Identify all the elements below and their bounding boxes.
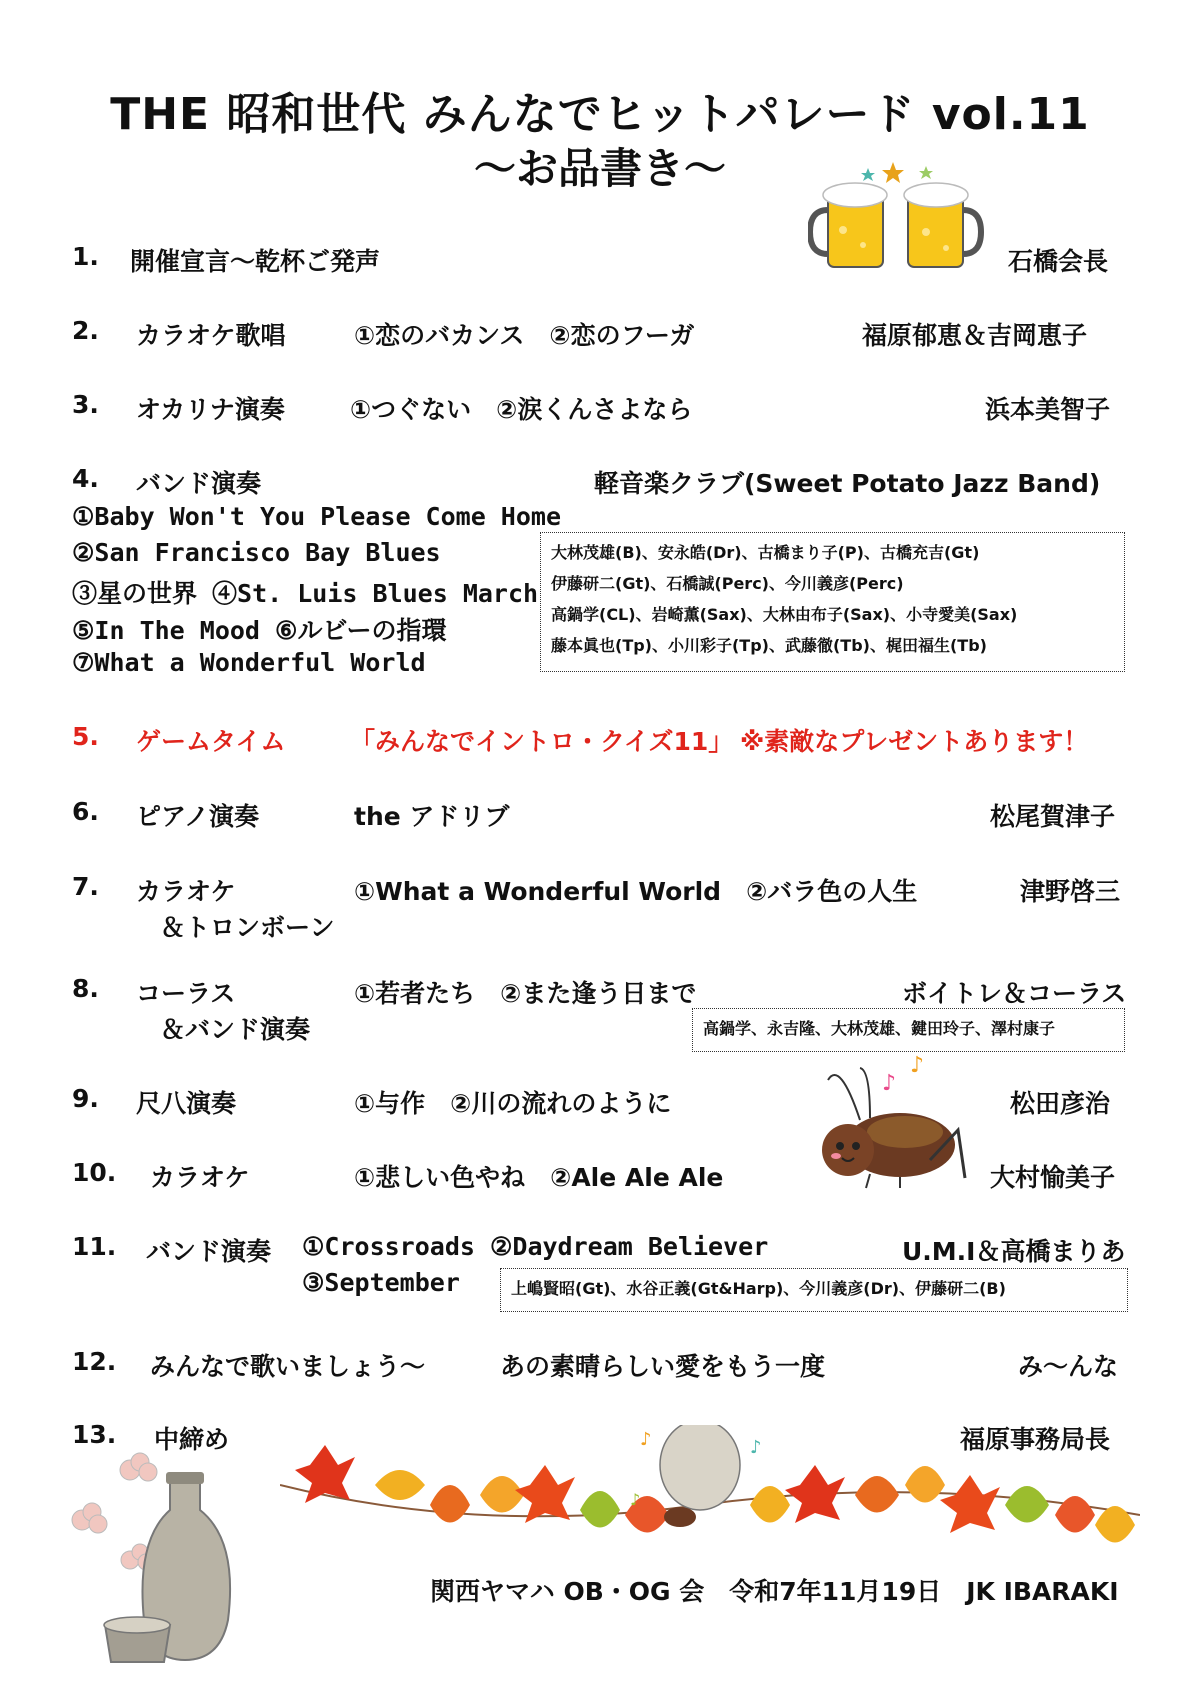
item-songs: ①与作 ②川の流れのように bbox=[354, 1089, 672, 1118]
item-performer: U.M.I＆高橋まりあ bbox=[902, 1237, 1126, 1266]
item-performer: 福原事務局長 bbox=[960, 1425, 1111, 1454]
beer-toast-icon bbox=[808, 160, 988, 280]
item-note: ※素敵なプレゼントあります！ bbox=[740, 727, 1089, 756]
members-box bbox=[540, 532, 1125, 672]
item-performer: 津野啓三 bbox=[1020, 877, 1121, 906]
item-name: カラオケ歌唱 bbox=[136, 321, 286, 350]
members-box bbox=[692, 1008, 1125, 1052]
item-number: 13. bbox=[72, 1420, 117, 1449]
members-box bbox=[500, 1268, 1128, 1312]
item-name: カラオケ bbox=[136, 877, 236, 906]
item-number: 5. bbox=[72, 722, 99, 751]
item-name: 尺八演奏 bbox=[136, 1089, 237, 1118]
item-name: オカリナ演奏 bbox=[136, 395, 285, 424]
item-number: 8. bbox=[72, 974, 99, 1003]
item-number: 11. bbox=[72, 1232, 117, 1261]
item-songs-2: ③September bbox=[302, 1268, 460, 1297]
item-songs: ①Crossroads ②Daydream Believer bbox=[302, 1232, 769, 1261]
item-number: 12. bbox=[72, 1347, 117, 1376]
item-name: ゲームタイム bbox=[136, 727, 286, 756]
item-number: 3. bbox=[72, 390, 99, 419]
song-line: ①Baby Won't You Please Come Home bbox=[72, 502, 562, 531]
item-songs: ①悲しい色やね ②Ale Ale Ale bbox=[354, 1163, 724, 1192]
autumn-leaves-icon bbox=[280, 1425, 1140, 1565]
item-number: 1. bbox=[72, 242, 99, 271]
sake-bottle-icon bbox=[60, 1450, 260, 1680]
item-name: みんなで歌いましょう～ bbox=[150, 1352, 426, 1381]
member-line: 藤本眞也(Tp)、小川彩子(Tp)、武藤徹(Tb)、梶田福生(Tb) bbox=[551, 636, 987, 655]
item-songs: ①つぐない ②涙くんさよなら bbox=[350, 395, 693, 424]
item-name: コーラス bbox=[136, 979, 236, 1008]
member-line: 高鍋学、永吉隆、大林茂雄、鍵田玲子、澤村康子 bbox=[703, 1019, 1056, 1038]
item-performer: 浜本美智子 bbox=[985, 395, 1111, 424]
svg-text:♪: ♪ bbox=[640, 1429, 652, 1450]
item-number: 4. bbox=[72, 464, 99, 493]
item-performer: ボイトレ＆コーラス bbox=[902, 979, 1127, 1008]
member-line: 上嶋賢昭(Gt)、水谷正義(Gt&Harp)、今川義彦(Dr)、伊藤研二(B) bbox=[511, 1279, 1006, 1298]
item-performer: 大村愉美子 bbox=[990, 1163, 1116, 1192]
svg-text:♪: ♪ bbox=[882, 1071, 897, 1096]
item-name: バンド演奏 bbox=[136, 469, 262, 498]
item-performer: 石橋会長 bbox=[1008, 247, 1109, 276]
item-name: ピアノ演奏 bbox=[136, 802, 260, 831]
item-name: 中締め bbox=[154, 1425, 230, 1454]
item-name-2: ＆バンド演奏 bbox=[160, 1015, 311, 1044]
song-line: ③星の世界 ④St. Luis Blues March bbox=[72, 579, 539, 608]
svg-text:♪: ♪ bbox=[910, 1053, 925, 1078]
item-name: 開催宣言～乾杯ご発声 bbox=[130, 247, 381, 276]
member-line: 伊藤研二(Gt)、石橋誠(Perc)、今川義彦(Perc) bbox=[551, 574, 904, 593]
member-line: 高鍋学(CL)、岩崎薫(Sax)、大林由布子(Sax)、小寺愛美(Sax) bbox=[551, 605, 1018, 624]
footer-text: 関西ヤマハ OB・OG 会 令和7年11月19日 JK IBARAKI bbox=[430, 1577, 1119, 1606]
item-number: 6. bbox=[72, 797, 99, 826]
cricket-icon bbox=[800, 1050, 970, 1190]
item-performer: 軽音楽クラブ(Sweet Potato Jazz Band) bbox=[594, 469, 1101, 498]
item-performer: 福原郁恵＆吉岡恵子 bbox=[862, 321, 1088, 350]
item-name: カラオケ bbox=[150, 1163, 250, 1192]
svg-text:♪: ♪ bbox=[750, 1437, 762, 1458]
item-number: 2. bbox=[72, 316, 99, 345]
item-name-2: ＆トロンボーン bbox=[160, 913, 335, 942]
item-songs: ①恋のバカンス ②恋のフーガ bbox=[354, 321, 695, 350]
page-subtitle: ～お品書き～ bbox=[473, 144, 726, 193]
svg-text:♪: ♪ bbox=[630, 1490, 641, 1509]
item-songs: 「みんなでイントロ・クイズ11」 bbox=[350, 727, 734, 756]
item-songs: ①What a Wonderful World ②バラ色の人生 bbox=[354, 877, 918, 906]
item-number: 9. bbox=[72, 1084, 99, 1113]
item-performer: 松田彦治 bbox=[1010, 1089, 1111, 1118]
item-songs: the アドリブ bbox=[354, 802, 510, 831]
member-line: 大林茂雄(B)、安永皓(Dr)、古橋まり子(P)、古橋充吉(Gt) bbox=[551, 543, 980, 562]
page-title: THE 昭和世代 みんなでヒットパレード vol.11 bbox=[110, 89, 1090, 140]
item-performer: 松尾賀津子 bbox=[990, 802, 1116, 831]
song-line: ②San Francisco Bay Blues bbox=[72, 538, 441, 567]
item-songs: ①若者たち ②また逢う日まで bbox=[354, 979, 697, 1008]
song-line: ⑦What a Wonderful World bbox=[72, 648, 426, 677]
item-number: 10. bbox=[72, 1158, 117, 1187]
item-songs: あの素晴らしい愛をもう一度 bbox=[500, 1352, 826, 1381]
item-number: 7. bbox=[72, 872, 99, 901]
song-line: ⑤In The Mood ⑥ルビーの指環 bbox=[72, 616, 447, 645]
item-name: バンド演奏 bbox=[146, 1237, 272, 1266]
item-performer: み～んな bbox=[1018, 1352, 1119, 1381]
